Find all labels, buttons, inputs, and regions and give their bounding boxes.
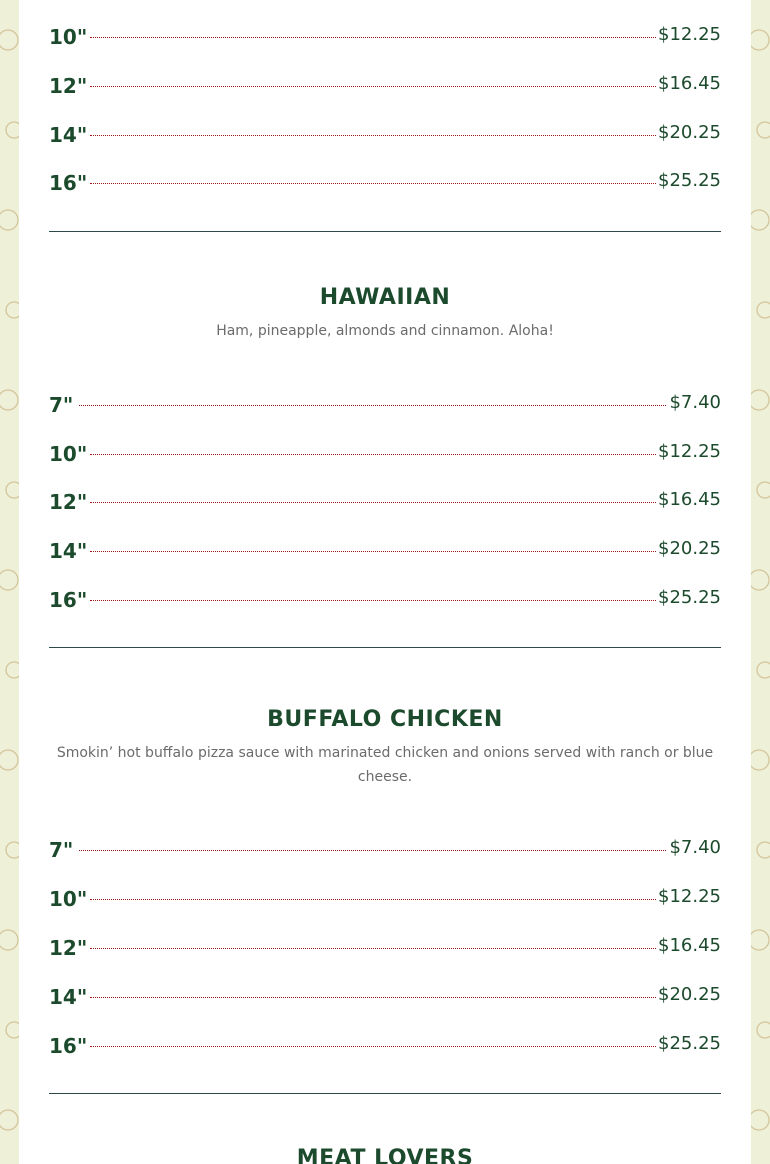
- price-value: $16.45: [658, 73, 721, 94]
- price-value: $25.25: [658, 587, 721, 608]
- dot-leader: [90, 1046, 656, 1047]
- size-label: 12": [49, 490, 88, 514]
- price-row: [49, 388, 721, 418]
- dot-leader: [90, 948, 656, 949]
- size-label: 14": [49, 123, 88, 147]
- price-row: [49, 583, 721, 613]
- section-divider: [49, 647, 721, 648]
- price-row: [49, 118, 721, 148]
- price-row: [49, 882, 721, 912]
- size-label: 16": [49, 171, 88, 195]
- price-row: [49, 1029, 721, 1059]
- size-label: 7": [49, 393, 74, 417]
- price-row: [49, 833, 721, 863]
- item-title-buffalo-chicken: BUFFALO CHICKEN: [267, 707, 503, 732]
- item-title-hawaiian: HAWAIIAN: [319, 285, 451, 310]
- price-value: $25.25: [658, 1033, 721, 1054]
- dot-leader: [90, 899, 656, 900]
- dot-leader: [79, 850, 666, 851]
- decorative-pattern-right: [751, 0, 770, 1164]
- price-value: $25.25: [658, 170, 721, 191]
- menu-panel: [19, 0, 751, 1164]
- dot-leader: [90, 454, 656, 455]
- price-value: $12.25: [658, 441, 721, 462]
- dot-leader: [79, 405, 666, 406]
- price-value: $7.40: [669, 837, 721, 858]
- price-value: $16.45: [658, 489, 721, 510]
- dot-leader: [90, 502, 656, 503]
- size-label: 14": [49, 539, 88, 563]
- dot-leader: [90, 37, 656, 38]
- dot-leader: [90, 135, 656, 136]
- menu-content: [49, 0, 721, 1164]
- dot-leader: [90, 86, 656, 87]
- price-value: $20.25: [658, 538, 721, 559]
- price-row: [49, 69, 721, 99]
- item-description: Smokin’ hot buffalo pizza sauce with marinated chicken and onions served with ranch or blue cheese.: [56, 745, 714, 785]
- price-value: $7.40: [669, 392, 721, 413]
- decorative-pattern-left: [0, 0, 19, 1164]
- size-label: 10": [49, 887, 88, 911]
- item-description: Ham, pineapple, almonds and cinnamon. Aloha!: [216, 323, 554, 339]
- size-label: 16": [49, 588, 88, 612]
- price-row: [49, 485, 721, 515]
- price-row: [49, 437, 721, 467]
- price-value: $12.25: [658, 24, 721, 45]
- price-value: $12.25: [658, 886, 721, 907]
- size-label: 12": [49, 74, 88, 98]
- item-title-meat-lovers: MEAT LOVERS: [296, 1146, 474, 1164]
- price-value: $20.25: [658, 122, 721, 143]
- price-row: [49, 534, 721, 564]
- price-value: $16.45: [658, 935, 721, 956]
- size-label: 12": [49, 936, 88, 960]
- dot-leader: [90, 600, 656, 601]
- dot-leader: [90, 551, 656, 552]
- section-divider: [49, 1093, 721, 1094]
- dot-leader: [90, 183, 656, 184]
- dot-leader: [90, 997, 656, 998]
- price-row: [49, 166, 721, 196]
- size-label: 10": [49, 25, 88, 49]
- price-row: [49, 931, 721, 961]
- price-value: $20.25: [658, 984, 721, 1005]
- size-label: 14": [49, 985, 88, 1009]
- price-row: [49, 20, 721, 50]
- size-label: 10": [49, 442, 88, 466]
- size-label: 7": [49, 838, 74, 862]
- price-row: [49, 980, 721, 1010]
- section-divider: [49, 231, 721, 232]
- size-label: 16": [49, 1034, 88, 1058]
